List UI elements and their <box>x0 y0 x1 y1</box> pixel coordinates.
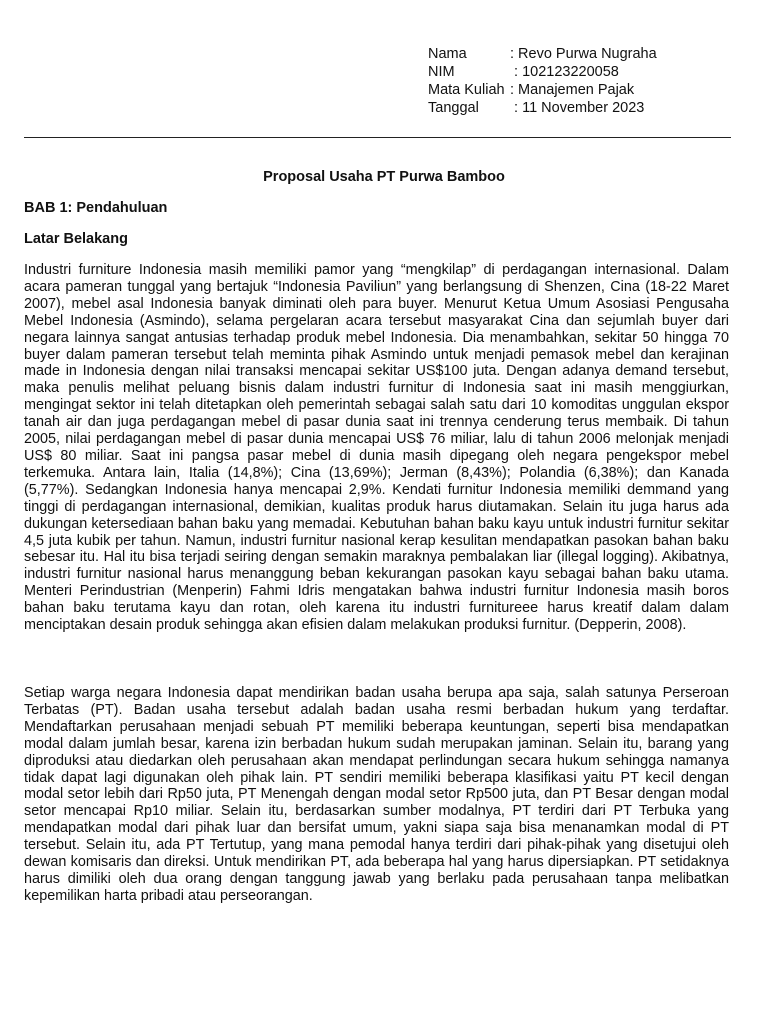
body-paragraph: Industri furniture Indonesia masih memiliki pamor yang “mengkilap” di perdagangan internasional. Dalam acara pameran tunggal yang bertajuk “Indonesia Paviliun” yang berlangsung di Shenzen, Cina (18-22 Maret 2007), mebel asal Indonesia banyak diminati oleh para buyer. Menurut Ketua Umum Asosiasi Pengusaha Mebel Indonesia (Asmindo), selama pergelaran acara tersebut masyarakat Cina dan sejumlah buyer dari negara lainnya sangat antusias terhadap produk mebel Indonesia. Dia menambahkan, sekitar 50 hingga 70 buyer dalam pameran tersebut telah meminta pihak Asmindo untuk menjadi pemasok mebel dan kerajinan made in Indonesia dengan nilai transaksi mencapai sekitar US$100 juta. Dengan adanya demand tersebut, maka penulis melihat peluang bisnis dalam industri furnitur di Indonesia saat ini masih menggiurkan, mengingat sektor ini telah ditetapkan oleh pemerintah sebagai salah satu dari 10 komoditas unggulan ekspor tanah air dan juga perdagangan mebel di pasar dunia saat ini trennya cenderung terus membaik. Di tahun 2005, nilai perdagangan mebel di pasar dunia mencapai US$ 76 miliar, lalu di tahun 2006 melonjak menjadi US$ 80 miliar. Saat ini pangsa pasar mebel di dunia masih dipegang oleh negara pengekspor mebel terkemuka. Antara lain, Italia (14,8%); Cina (13,69%); Jerman (8,43%); Polandia (6,38%); dan Kanada (5,77%). Sedangkan Indonesia hanya mencapai 2,9%. Kendati furnitur Indonesia memiliki demmand yang tinggi di perdagangan internasional, demikian, kualitas produk harus diutamakan. Selain itu juga harus ada dukungan ketersediaan bahan baku yang memadai. Kebutuhan bahan baku kayu untuk industri furnitur sekitar 4,5 juta kubik per tahun. Namun, industri furnitur nasional kerap kesulitan mendapatkan pasokan bahan baku sebesar itu. Hal itu bisa terjadi seiring dengan semakin maraknya pembalakan liar (illegal logging). Akibatnya, industri furnitur nasional harus menanggung beban kekurangan pasokan kayu sebagai bahan baku utama. Menteri Perindustrian (Menperin) Fahmi Idris mengatakan bahwa industri furnitur Indonesia masih boros bahan baku terutama kayu dan rotan, oleh karena itu industri furnitureee harus kreatif dalam dalam menciptakan desain produk sehingga akan efisien dalam melakukan produksi furnitur. (Depperin, 2008). <box>24 262 729 634</box>
section-heading: Latar Belakang <box>24 231 128 247</box>
info-row-date <box>428 99 657 117</box>
header-divider <box>24 137 731 138</box>
info-value: : 102123220058 <box>510 64 619 80</box>
info-label: Mata Kuliah <box>428 82 505 98</box>
info-row-nim <box>428 63 657 81</box>
info-value: : Revo Purwa Nugraha <box>510 46 657 62</box>
info-label: Nama <box>428 46 467 62</box>
info-row-name <box>428 45 657 63</box>
info-value: : 11 November 2023 <box>510 100 645 116</box>
chapter-heading: BAB 1: Pendahuluan <box>24 200 168 216</box>
info-label: Tanggal <box>428 100 479 116</box>
document-title: Proposal Usaha PT Purwa Bamboo <box>263 169 505 185</box>
body-paragraph: Setiap warga negara Indonesia dapat mendirikan badan usaha berupa apa saja, salah satunya Perseroan Terbatas (PT). Badan usaha tersebut adalah badan usaha resmi berbadan hukum yang terdaftar. Mendaftarkan perusahaan menjadi sebuah PT memiliki beberapa keuntungan, seperti bisa mendapatkan modal dalam jumlah besar, karena izin berbadan hukum sudah merupakan jaminan. Selain itu, barang yang diproduksi atau diedarkan oleh perusahaan akan mendapat perlindungan secara hukum sehingga namanya tidak dapat lagi digunakan oleh pihak lain. PT sendiri memiliki beberapa klasifikasi yaitu PT kecil dengan modal setor lebih dari Rp50 juta, PT Menengah dengan modal setor Rp500 juta, dan PT Besar dengan modal setor mencapai Rp10 miliar. Selain itu, berdasarkan sumber modalnya, PT terdiri dari PT Terbuka yang mendapatkan modal dari pihak luar dan bersifat umum, yakni siapa saja bisa menanamkan modal di PT tersebut. Selain itu, ada PT Tertutup, yang mana pemodal hanya terdiri dari pihak-pihak yang disetujui oleh dewan komisaris dan direksi. Untuk mendirikan PT, ada beberapa hal yang harus dipersiapkan. PT setidaknya harus dimiliki oleh dua orang dengan tanggung jawab yang berlaku pada perusahaan tanpa melibatkan kepemilikan harta pribadi atau perseorangan. <box>24 685 729 904</box>
info-label: NIM <box>428 64 455 80</box>
info-value: : Manajemen Pajak <box>510 82 635 98</box>
info-row-course <box>428 81 657 99</box>
student-info-block <box>428 45 657 117</box>
